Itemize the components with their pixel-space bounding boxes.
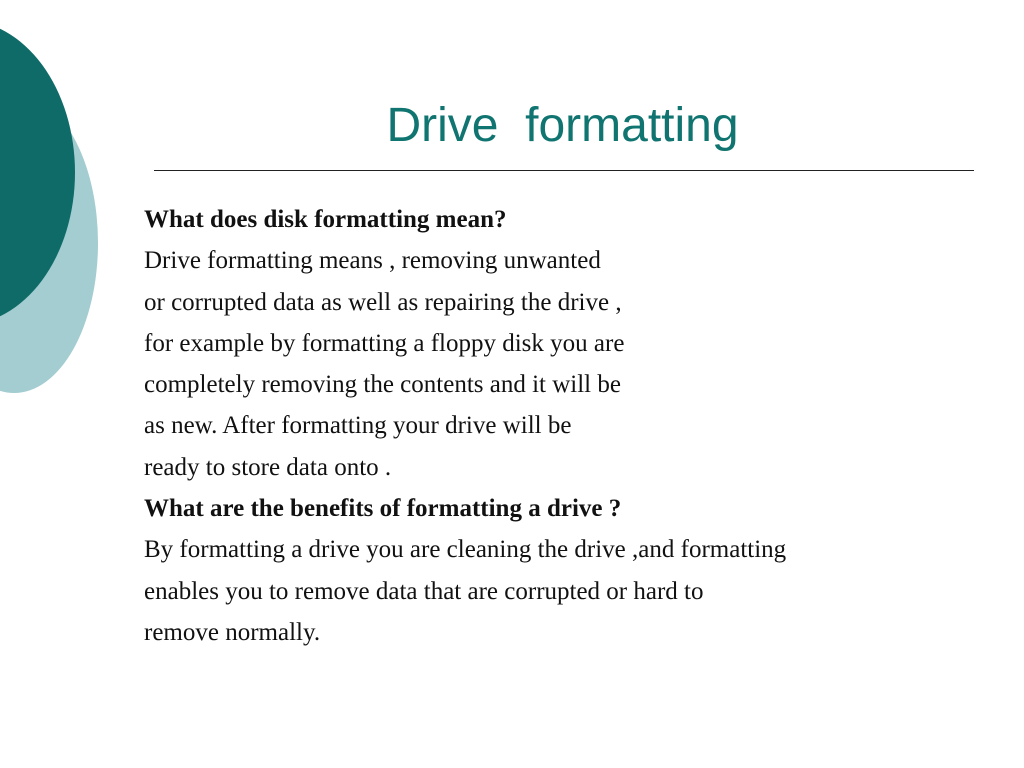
body-line: enables you to remove data that are corrupted or hard to [144,577,704,605]
heading-what-is-formatting: What does disk formatting mean? [144,206,507,233]
body-line: for example by formatting a floppy disk you are [144,329,625,357]
body-line: completely removing the contents and it will be [144,371,621,399]
body-line: Drive formatting means , removing unwanted [144,247,601,275]
body-line: remove normally. [144,618,321,646]
slide-body [144,199,994,653]
body-line: ready to store data onto . [144,453,392,481]
body-line: or corrupted data as well as repairing the drive , [144,288,622,316]
title-divider [154,170,974,171]
slide-title: Drive formatting [386,99,739,152]
heading-benefits: What are the benefits of formatting a drive ? [144,495,622,523]
body-line: By formatting a drive you are cleaning the drive ,and formatting [144,536,787,564]
body-line: as new. After formatting your drive will be [144,412,572,440]
